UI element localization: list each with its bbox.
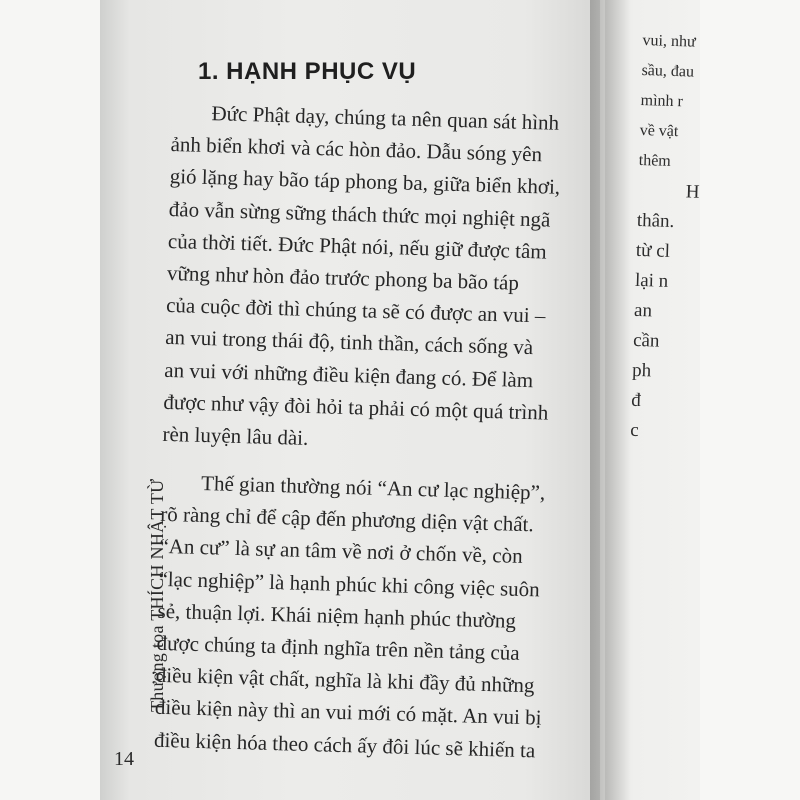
text-line: đảo vẫn sừng sững thách thức mọi nghiệt ngã: [168, 196, 551, 232]
text-line: Đức Phật dạy, chúng ta nên quan sát hình: [211, 101, 560, 135]
text-line: ảnh biển khơi và các hòn đảo. Dẫu sóng yên: [170, 132, 543, 167]
text-line: thân.: [636, 209, 675, 233]
text-line: vững như hòn đảo trước phong ba bão táp: [166, 260, 520, 295]
section-heading: 1. HẠNH PHỤC VỤ: [198, 58, 417, 85]
text-line: Thế gian thường nói “An cư lạc nghiệp”,: [200, 471, 546, 505]
text-line: của cuộc đời thì chúng ta sẽ có được an vui –: [165, 293, 546, 328]
text-line: thêm: [638, 151, 672, 170]
running-author-title: Thượng tọa THÍCH NHẬT TỪ: [147, 478, 167, 712]
text-line: lại n: [634, 269, 669, 292]
text-line: gió lặng hay bão táp phong ba, giữa biển khơi,: [169, 164, 561, 200]
text-line: được như vậy đòi hỏi ta phải có một quá trình: [163, 389, 549, 425]
text-line: về vật: [639, 121, 679, 141]
text-line: đ: [630, 389, 642, 412]
text-line: từ cl: [635, 239, 671, 262]
background-left: [0, 0, 100, 800]
right-page-text: [630, 26, 700, 450]
text-line: điều kiện vật chất, nghĩa là khi đầy đủ những: [155, 662, 535, 698]
text-line: ph: [631, 359, 652, 382]
page-gutter-shadow: [590, 0, 630, 800]
text-line: an: [633, 299, 653, 322]
background-right: [700, 0, 800, 800]
text-line: vui, như: [642, 31, 696, 51]
text-line: “lạc nghiệp” là hạnh phúc khi công việc suôn: [158, 566, 541, 602]
text-line: an vui trong thái độ, tinh thần, cách sống và: [164, 325, 534, 360]
text-line: của thời tiết. Đức Phật nói, nếu giữ được tâm: [167, 228, 548, 264]
page-number: 14: [114, 748, 134, 770]
text-line: sầu, đau: [641, 61, 695, 81]
text-line: “An cư” là sự an tâm về nơi ở chốn về, còn: [159, 534, 523, 569]
text-line: H: [685, 181, 700, 203]
text-line: rèn luyện lâu dài.: [162, 421, 309, 450]
text-line: rõ ràng chỉ để cập đến phương diện vật chất.: [159, 502, 535, 537]
text-line: c: [629, 419, 640, 442]
text-line: mình r: [640, 91, 684, 111]
text-line: an vui với những điều kiện đang có. Để làm: [164, 357, 534, 392]
text-line: cần: [632, 329, 660, 352]
text-line: được chúng ta định nghĩa trên nền tảng của: [156, 630, 520, 665]
text-line: điều kiện hóa theo cách ấy đôi lúc sẽ khiến ta: [153, 727, 536, 762]
book-page-left: [100, 0, 600, 800]
text-line: sẻ, thuận lợi. Khái niệm hạnh phúc thường: [157, 598, 517, 633]
body-text: [154, 96, 592, 767]
text-line: điều kiện này thì an vui mới có mặt. An vui bị: [154, 695, 542, 730]
